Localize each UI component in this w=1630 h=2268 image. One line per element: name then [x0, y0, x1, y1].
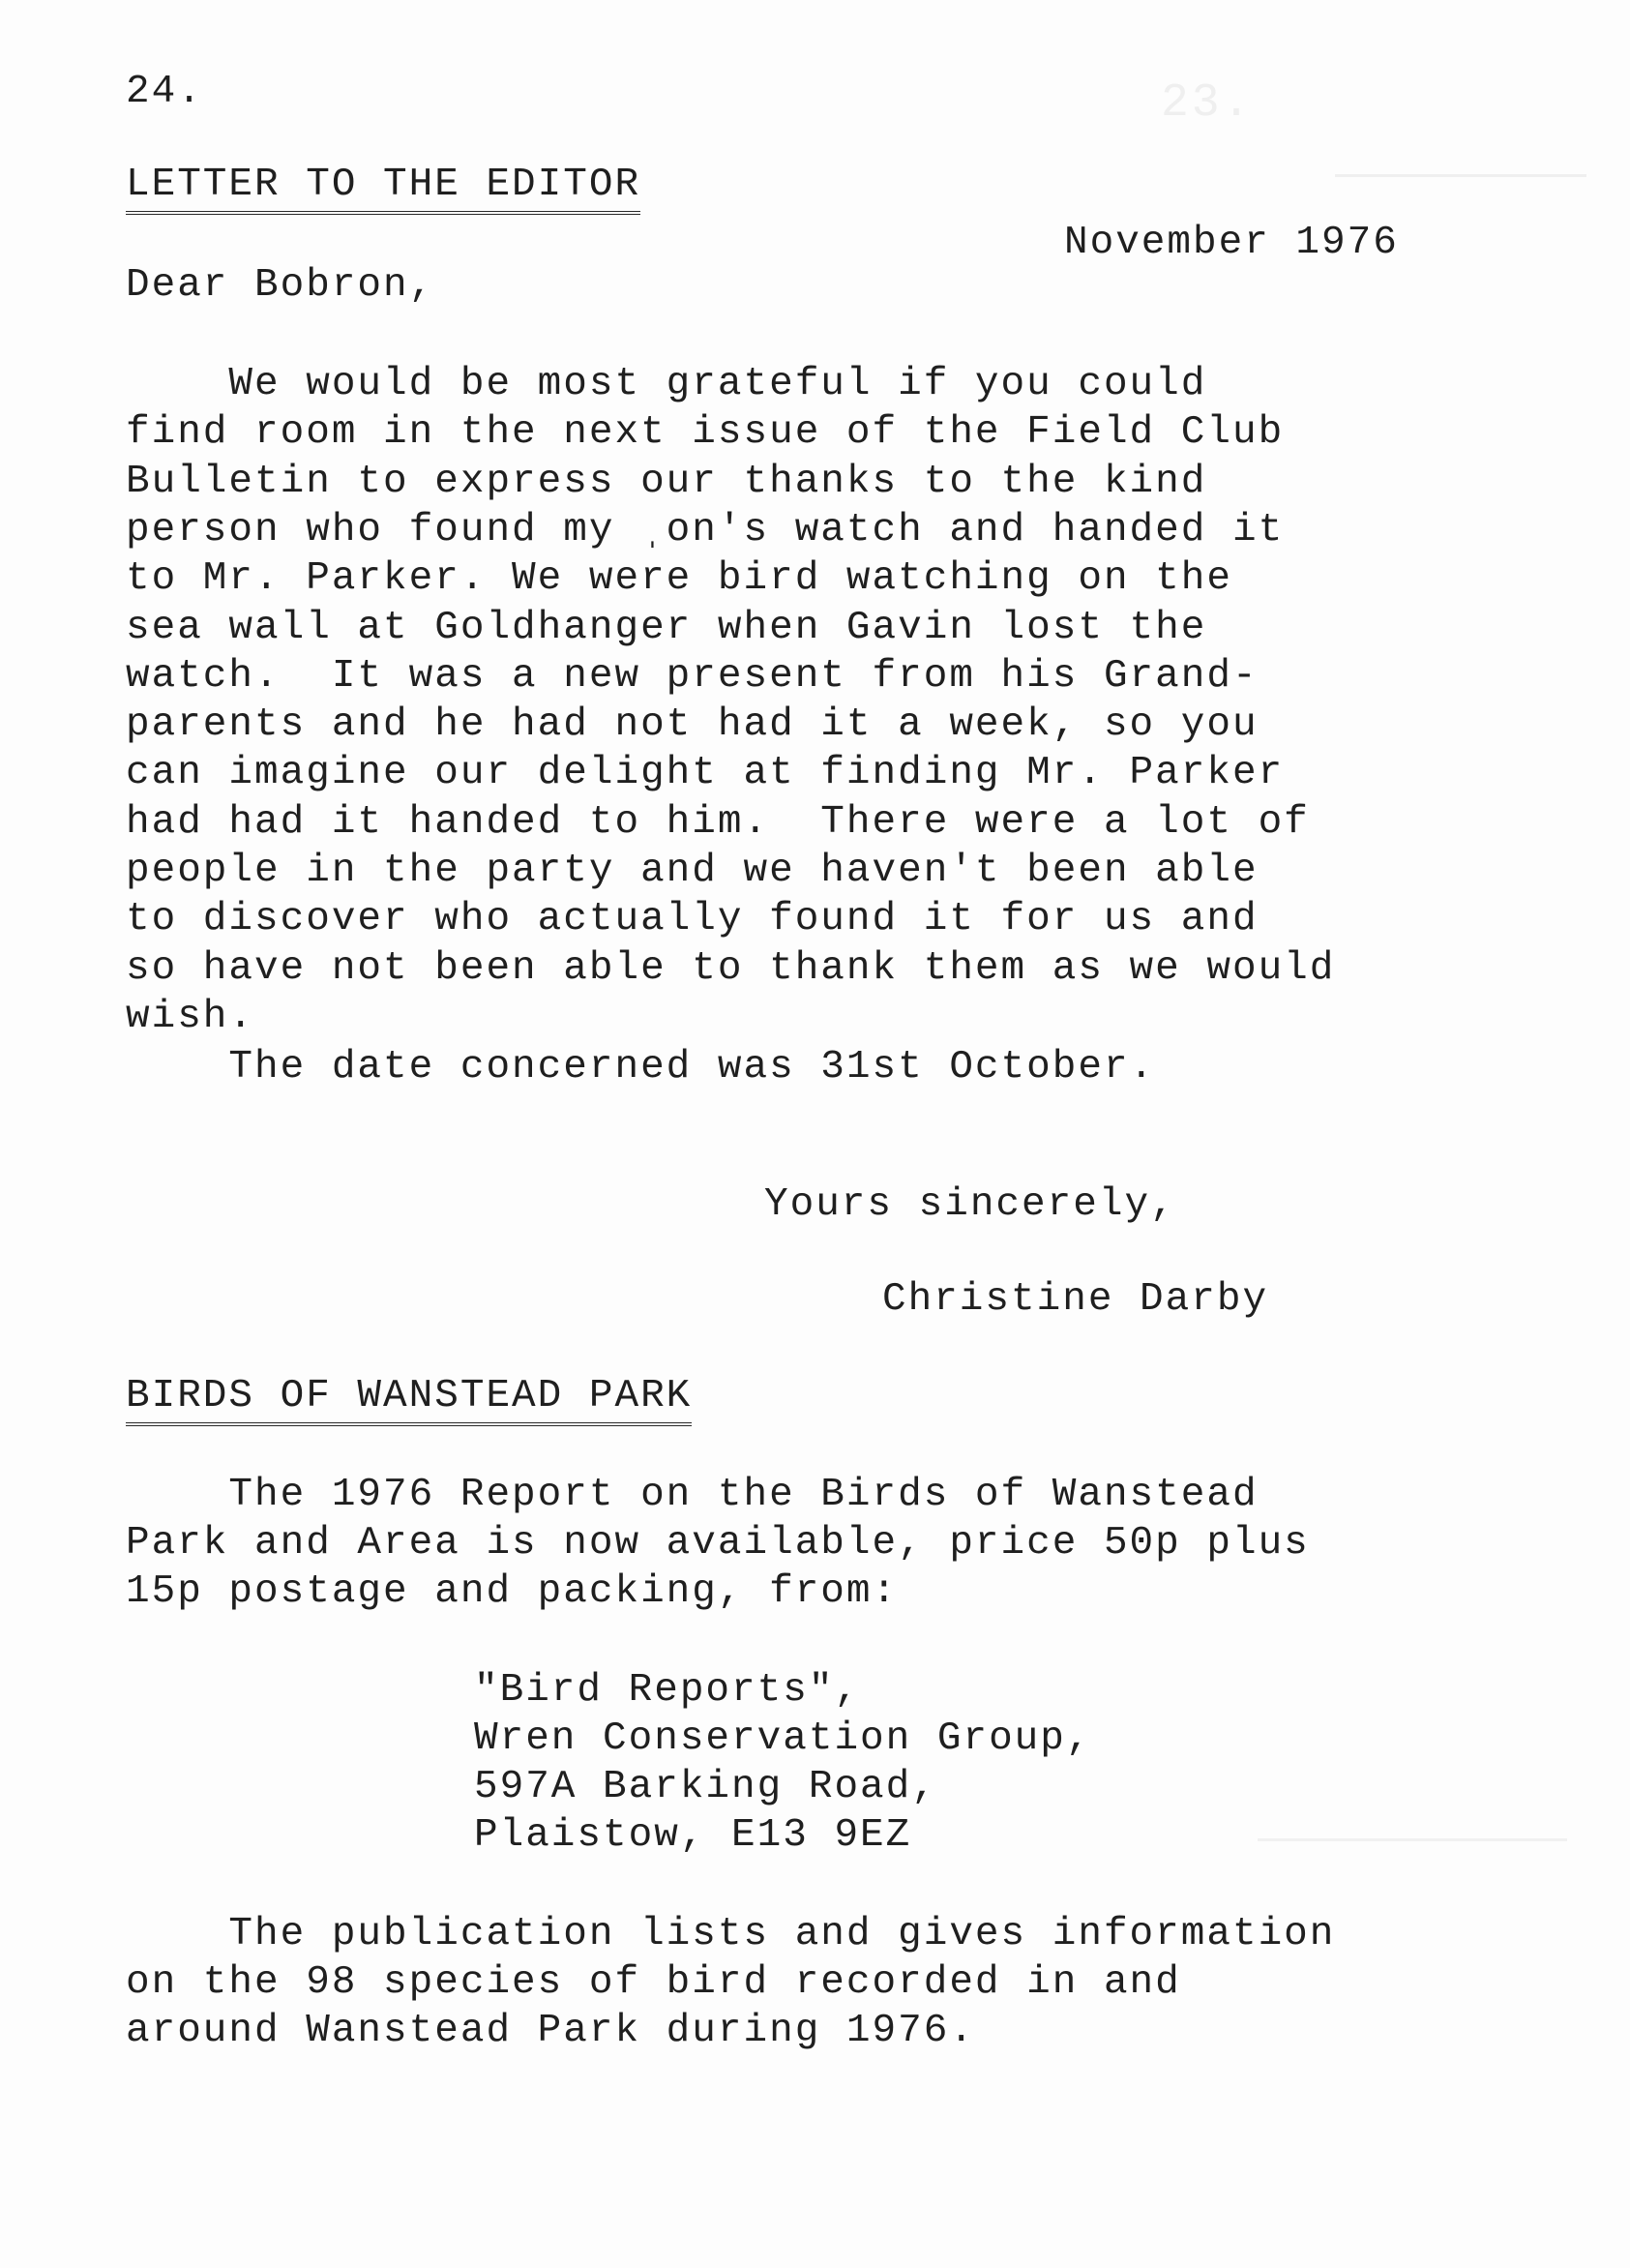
text-line: parents and he had not had it a week, so you — [126, 702, 1259, 748]
text-line: watch. It was a new present from his Grand- — [126, 653, 1259, 699]
address-line: 597A Barking Road, — [474, 1765, 937, 1809]
birds-heading: BIRDS OF WANSTEAD PARK — [126, 1374, 692, 1426]
text-line: The 1976 Report on the Birds of Wanstead — [126, 1473, 1259, 1517]
letter-heading: LETTER TO THE EDITOR — [126, 163, 640, 215]
address-line: Wren Conservation Group, — [474, 1716, 1092, 1761]
bleed-through-texture — [1258, 1838, 1567, 1841]
bleed-through-texture: 23. — [1161, 77, 1254, 130]
text-line: so have not been able to thank them as we would — [126, 945, 1336, 991]
text-line: wish. — [126, 994, 255, 1039]
text-line: on the 98 species of bird recorded in and — [126, 1960, 1181, 2005]
text-line: Bulletin to express our thanks to the kind — [126, 459, 1207, 504]
text-line: to Mr. Parker. We were bird watching on the — [126, 556, 1232, 602]
text-line: We would be most grateful if you could — [126, 362, 1207, 406]
address-line: "Bird Reports", — [474, 1668, 861, 1713]
letter-salutation: Dear Bobron, — [126, 263, 435, 308]
address-line: Plaistow, E13 9EZ — [474, 1813, 912, 1858]
text-line: 15p postage and packing, from: — [126, 1569, 899, 1614]
text-line: can imagine our delight at finding Mr. Parker — [126, 751, 1285, 796]
page-number: 24. — [126, 70, 203, 114]
text-line: had had it handed to him. There were a lot of — [126, 799, 1310, 845]
text-line: person who found my ˌon's watch and handed it — [126, 507, 1285, 552]
letter-signature: Christine Darby — [882, 1277, 1269, 1322]
text-line: The publication lists and gives information — [126, 1912, 1336, 1956]
text-line: to discover who actually found it for us and — [126, 897, 1259, 942]
letter-closing: Yours sincerely, — [764, 1182, 1176, 1227]
text-line: Park and Area is now available, price 50p plus — [126, 1521, 1310, 1566]
text-line: sea wall at Goldhanger when Gavin lost the — [126, 605, 1207, 650]
text-line: find room in the next issue of the Field Club — [126, 410, 1285, 456]
bleed-through-texture — [1335, 174, 1586, 177]
text-line: people in the party and we haven't been able — [126, 849, 1259, 893]
letter-date-paragraph: The date concerned was 31st October. — [126, 1045, 1156, 1089]
text-line: around Wanstead Park during 1976. — [126, 2009, 975, 2053]
letter-date: November 1976 — [1064, 221, 1399, 265]
